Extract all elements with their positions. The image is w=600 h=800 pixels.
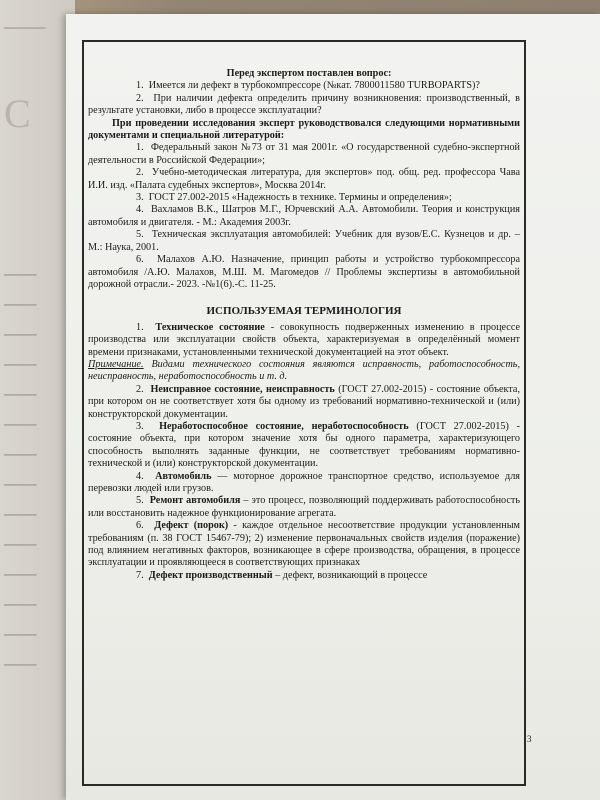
question-title: Перед экспертом поставлен вопрос:	[226, 68, 392, 79]
term-note: Примечание. Видами технического состояния являются исправность, работоспособность, неисправность, неработоспособность и т. д.	[88, 358, 520, 383]
term-name: Автомобиль	[155, 470, 212, 482]
term-name: Неисправное состояние, неисправность	[150, 383, 335, 395]
terminology-heading: ИСПОЛЬЗУЕМАЯ ТЕРМИНОЛОГИЯ	[206, 305, 402, 318]
term-item: 6. Дефект (порок) - каждое отдельное несоответствие продукции установленным требованиям (п. 38 ГОСТ 15467-79); 2) изменение первоначальных свойств изделия (поражение) под влиянием негативных факторов, возникающее в сфере производства, обращения, в процессе эксплуатации и проявляющееся в соответствующих признаках	[88, 520, 521, 569]
reference-item: 3. ГОСТ 27.002-2015 «Надежность в технике. Термины и определения»;	[136, 192, 452, 204]
term-item: 5. Ремонт автомобиля – это процесс, позволяющий поддерживать работоспособность или восстановить надежное функционирование агрегата.	[88, 495, 521, 519]
term-name: Дефект производственный	[148, 569, 273, 581]
reference-item: 4. Вахламов В.К., Шатров М.Г., Юрчевский А.А. Автомобили. Теория и конструкция автомобиля и двигателя. - М.: Академия 2003г.	[88, 204, 520, 228]
term-item: 4. Автомобиль — моторное дорожное транспортное средство, используемое для перевозки людей или грузов.	[88, 470, 520, 494]
reference-item: 6. Малахов А.Ю. Назначение, принцип работы и устройство турбокомпрессора автомобиля /А.Ю. Малахов, М.Ш. М. Магомедов // Проблемы экспертизы в автомобильной дорожной отрасли.- 2023. -№1(6).-С. 11-25.	[88, 254, 520, 290]
term-item: 7. Дефект производственный – дефект, возникающий в процессе	[136, 569, 428, 581]
question-item: 2. При наличии дефекта определить причину возникновения: производственный, в результате установки, либо в процессе эксплуатации?	[88, 92, 520, 117]
questions-list	[88, 80, 520, 117]
reference-item: 1. Федеральный закон №73 от 31 мая 2001г. «О государственной судебно-экспертной деятельности в Российской Федерации»;	[88, 142, 520, 166]
research-intro: При проведении исследования эксперт руководствовался следующими нормативными документами и специальной литературой:	[88, 117, 520, 142]
term-name: Неработоспособное состояние, неработоспособность	[159, 420, 409, 432]
reference-item: 2. Учебно-методическая литература, для экспертов» под. общ. ред. профессора Чава И.И. изд. «Палата судебных экспертов», Москва 2014г.	[88, 167, 521, 191]
terms-list	[88, 322, 520, 583]
term-item: 2. Неисправное состояние, неисправность (ГОСТ 27.002-2015) - состояние объекта, при котором он не соответствует хотя бы одному из требований нормативно-технической и (или) конструкторской документации.	[88, 383, 520, 420]
question-item: 1. Имеется ли дефект в турбокомпрессоре (№кат. 7800011580 TURBOPARTS)?	[136, 80, 480, 92]
reference-item: 5. Техническая эксплуатация автомобилей: Учебник для вузов/Е.С. Кузнецов и др. – М.: Наука, 2001.	[88, 229, 521, 253]
term-name: Техническое состояние	[155, 321, 265, 333]
term-name: Ремонт автомобиля	[149, 495, 241, 507]
term-name: Дефект (порок)	[154, 520, 229, 532]
note-label: Примечание.	[88, 358, 144, 370]
page-number: 3	[527, 734, 532, 744]
references-list	[88, 142, 520, 291]
term-item: 1. Техническое состояние - совокупность подверженных изменению в процессе производства или эксплуатации свойств объекта, характеризуемая в определённый момент времени признаками, установленными технической документацией на этот объект.	[88, 321, 520, 358]
underlying-page: ▔▔▔▔▔▔ С ━━━━━━ ━━━━━━ ━━━━━━ ━━━━━━ ━━━━━━ ━━━━━━ ━━━━━━ ━━━━━━ ━━━━━━ ━━━━━━ ━━━━━━ ━━━━━━ ━━━━━━ ━━━━━━	[0, 0, 75, 800]
term-item: 3. Неработоспособное состояние, неработоспособность (ГОСТ 27.002-2015) - состояние объекта, при котором значение хотя бы одного параметра, характеризующего способность выполнять заданные функции, не соответствует требованиям нормативно-технической и (или) конструкторской документации.	[88, 420, 520, 470]
page-content	[88, 68, 520, 582]
